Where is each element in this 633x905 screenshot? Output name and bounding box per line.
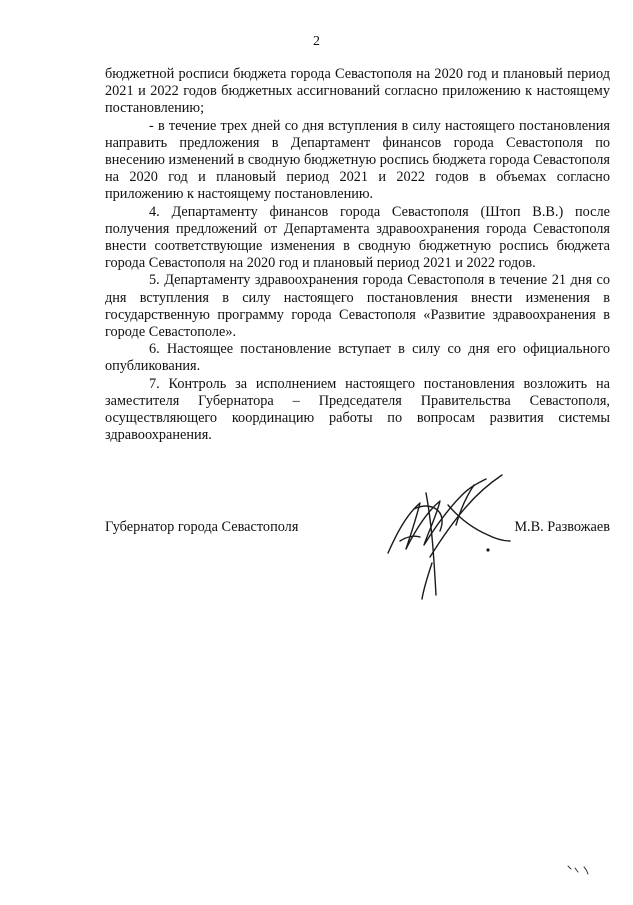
scan-mark: [562, 858, 602, 880]
page-number: 2: [313, 34, 320, 49]
document-body: [105, 66, 610, 444]
handwritten-signature: [370, 445, 520, 615]
signatory-name: М.В. Развожаев: [514, 519, 610, 535]
paragraph-dash-item: - в течение трех дней со дня вступления в силу настоящего постановления направить предложения в Департамент финансов города Севастополя по внесению изменений в сводную бюджетную роспись бюджета города Севастополя на 2020 год и плановый период 2021 и 2022 годов в объемах согласно приложению к настоящему постановлению.: [105, 117, 610, 203]
paragraph-item-6: 6. Настоящее постановление вступает в силу со дня его официального опубликования.: [105, 341, 610, 375]
signatory-position: Губернатор города Севастополя: [105, 519, 299, 535]
paragraph-item-7: 7. Контроль за исполнением настоящего постановления возложить на заместителя Губернатора – Председателя Правительства Севастополя, осуществляющего координацию работы по вопросам развития системы здравоохранения.: [105, 375, 610, 444]
paragraph-item-4: 4. Департаменту финансов города Севастополя (Штоп В.В.) после получения предложений от Департамента здравоохранения города Севастополя внести соответствующие изменения в сводную бюджетную роспись бюджета города Севастополя на 2020 год и плановый период 2021 и 2022 годов.: [105, 203, 610, 272]
paragraph-item-5: 5. Департаменту здравоохранения города Севастополя в течение 21 дня со дня вступления в силу настоящего постановления внести изменения в государственную программу города Севастополя «Развитие здравоохранения в городе Севастополе».: [105, 272, 610, 341]
paragraph-continuation: бюджетной росписи бюджета города Севастополя на 2020 год и плановый период 2021 и 2022 годов бюджетных ассигнований согласно приложению к настоящему постановлению;: [105, 66, 610, 117]
